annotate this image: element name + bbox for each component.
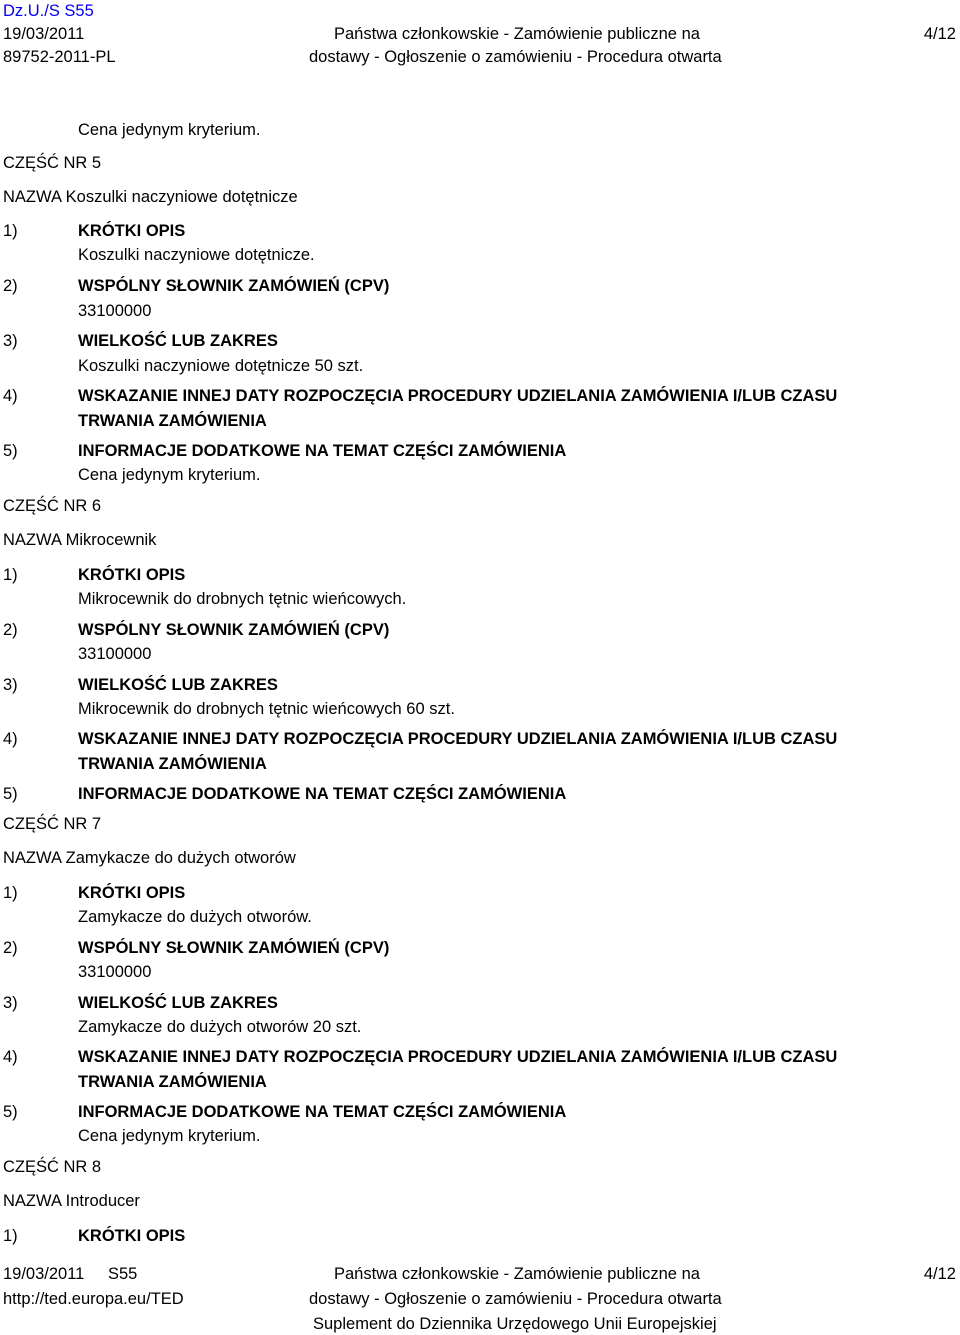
footer-url-link[interactable]: http://ted.europa.eu/TED [3, 1290, 184, 1308]
footer-issue: S55 [108, 1265, 138, 1283]
part-heading: CZĘŚĆ NR 8 [3, 1158, 102, 1176]
section-title: WSKAZANIE INNEJ DATY ROZPOCZĘCIA PROCEDURY UDZIELANIA ZAMÓWIENIA I/LUB CZASU [78, 730, 838, 748]
footer-date: 19/03/2011 [3, 1265, 85, 1283]
section-number: 2) [3, 277, 18, 295]
section-number: 1) [3, 1227, 18, 1245]
section-number: 1) [3, 222, 18, 240]
footer-title-line3: Suplement do Dziennika Urzędowego Unii Europejskiej [313, 1315, 717, 1333]
part-heading: CZĘŚĆ NR 7 [3, 815, 102, 833]
header-date: 19/03/2011 [3, 25, 85, 43]
section-title: KRÓTKI OPIS [78, 1227, 186, 1245]
section-title: WSPÓLNY SŁOWNIK ZAMÓWIEŃ (CPV) [78, 621, 390, 639]
section-title: KRÓTKI OPIS [78, 566, 186, 584]
part-name: NAZWA Koszulki naczyniowe dotętnicze [3, 188, 298, 206]
section-title: WSPÓLNY SŁOWNIK ZAMÓWIEŃ (CPV) [78, 939, 390, 957]
section-title: INFORMACJE DODATKOWE NA TEMAT CZĘŚCI ZAMÓWIENIA [78, 442, 567, 460]
part-name: NAZWA Mikrocewnik [3, 531, 157, 549]
section-number: 3) [3, 994, 18, 1012]
section-number: 5) [3, 1103, 18, 1121]
section-title: KRÓTKI OPIS [78, 884, 186, 902]
section-title: WSPÓLNY SŁOWNIK ZAMÓWIEŃ (CPV) [78, 277, 390, 295]
cpv-code: 33100000 [78, 302, 152, 320]
part-heading: CZĘŚĆ NR 5 [3, 154, 102, 172]
section-title-cont: TRWANIA ZAMÓWIENIA [78, 755, 267, 773]
page-header [0, 0, 960, 70]
section-number: 5) [3, 785, 18, 803]
section-number: 4) [3, 387, 18, 405]
footer-page-number: 4/12 [923, 1265, 956, 1283]
section-text: Koszulki naczyniowe dotętnicze 50 szt. [78, 357, 364, 375]
header-page-number: 4/12 [923, 25, 956, 43]
section-title: WSKAZANIE INNEJ DATY ROZPOCZĘCIA PROCEDURY UDZIELANIA ZAMÓWIENIA I/LUB CZASU [78, 1048, 838, 1066]
section-title-cont: TRWANIA ZAMÓWIENIA [78, 412, 267, 430]
section-number: 1) [3, 566, 18, 584]
header-doc-id: 89752-2011-PL [3, 48, 116, 66]
section-text: Zamykacze do dużych otworów 20 szt. [78, 1018, 362, 1036]
journal-link[interactable]: Dz.U./S S55 [3, 2, 94, 20]
section-number: 3) [3, 676, 18, 694]
section-text: Cena jedynym kryterium. [78, 466, 261, 484]
section-title: WIELKOŚĆ LUB ZAKRES [78, 332, 278, 350]
part-name: NAZWA Zamykacze do dużych otworów [3, 849, 296, 867]
section-text: Zamykacze do dużych otworów. [78, 908, 312, 926]
part-name: NAZWA Introducer [3, 1192, 140, 1210]
section-number: 4) [3, 730, 18, 748]
cpv-code: 33100000 [78, 963, 152, 981]
page-footer [0, 1263, 960, 1334]
section-title-cont: TRWANIA ZAMÓWIENIA [78, 1073, 267, 1091]
section-title: INFORMACJE DODATKOWE NA TEMAT CZĘŚCI ZAMÓWIENIA [78, 1103, 567, 1121]
section-number: 2) [3, 621, 18, 639]
section-number: 5) [3, 442, 18, 460]
section-number: 3) [3, 332, 18, 350]
section-text: Mikrocewnik do drobnych tętnic wieńcowych 60 szt. [78, 700, 455, 718]
section-title: WSKAZANIE INNEJ DATY ROZPOCZĘCIA PROCEDURY UDZIELANIA ZAMÓWIENIA I/LUB CZASU [78, 387, 838, 405]
section-text: Cena jedynym kryterium. [78, 1127, 261, 1145]
section-title: WIELKOŚĆ LUB ZAKRES [78, 676, 278, 694]
header-title-line2: dostawy - Ogłoszenie o zamówieniu - Procedura otwarta [309, 48, 722, 66]
criterion-text: Cena jedynym kryterium. [78, 121, 261, 139]
footer-title-line1: Państwa członkowskie - Zamówienie publiczne na [334, 1265, 700, 1283]
section-number: 1) [3, 884, 18, 902]
footer-title-line2: dostawy - Ogłoszenie o zamówieniu - Procedura otwarta [309, 1290, 722, 1308]
section-title: INFORMACJE DODATKOWE NA TEMAT CZĘŚCI ZAMÓWIENIA [78, 785, 567, 803]
section-title: KRÓTKI OPIS [78, 222, 186, 240]
section-number: 4) [3, 1048, 18, 1066]
header-title-line1: Państwa członkowskie - Zamówienie publiczne na [334, 25, 700, 43]
part-heading: CZĘŚĆ NR 6 [3, 497, 102, 515]
section-title: WIELKOŚĆ LUB ZAKRES [78, 994, 278, 1012]
section-text: Koszulki naczyniowe dotętnicze. [78, 246, 315, 264]
section-text: Mikrocewnik do drobnych tętnic wieńcowych. [78, 590, 407, 608]
section-number: 2) [3, 939, 18, 957]
cpv-code: 33100000 [78, 645, 152, 663]
